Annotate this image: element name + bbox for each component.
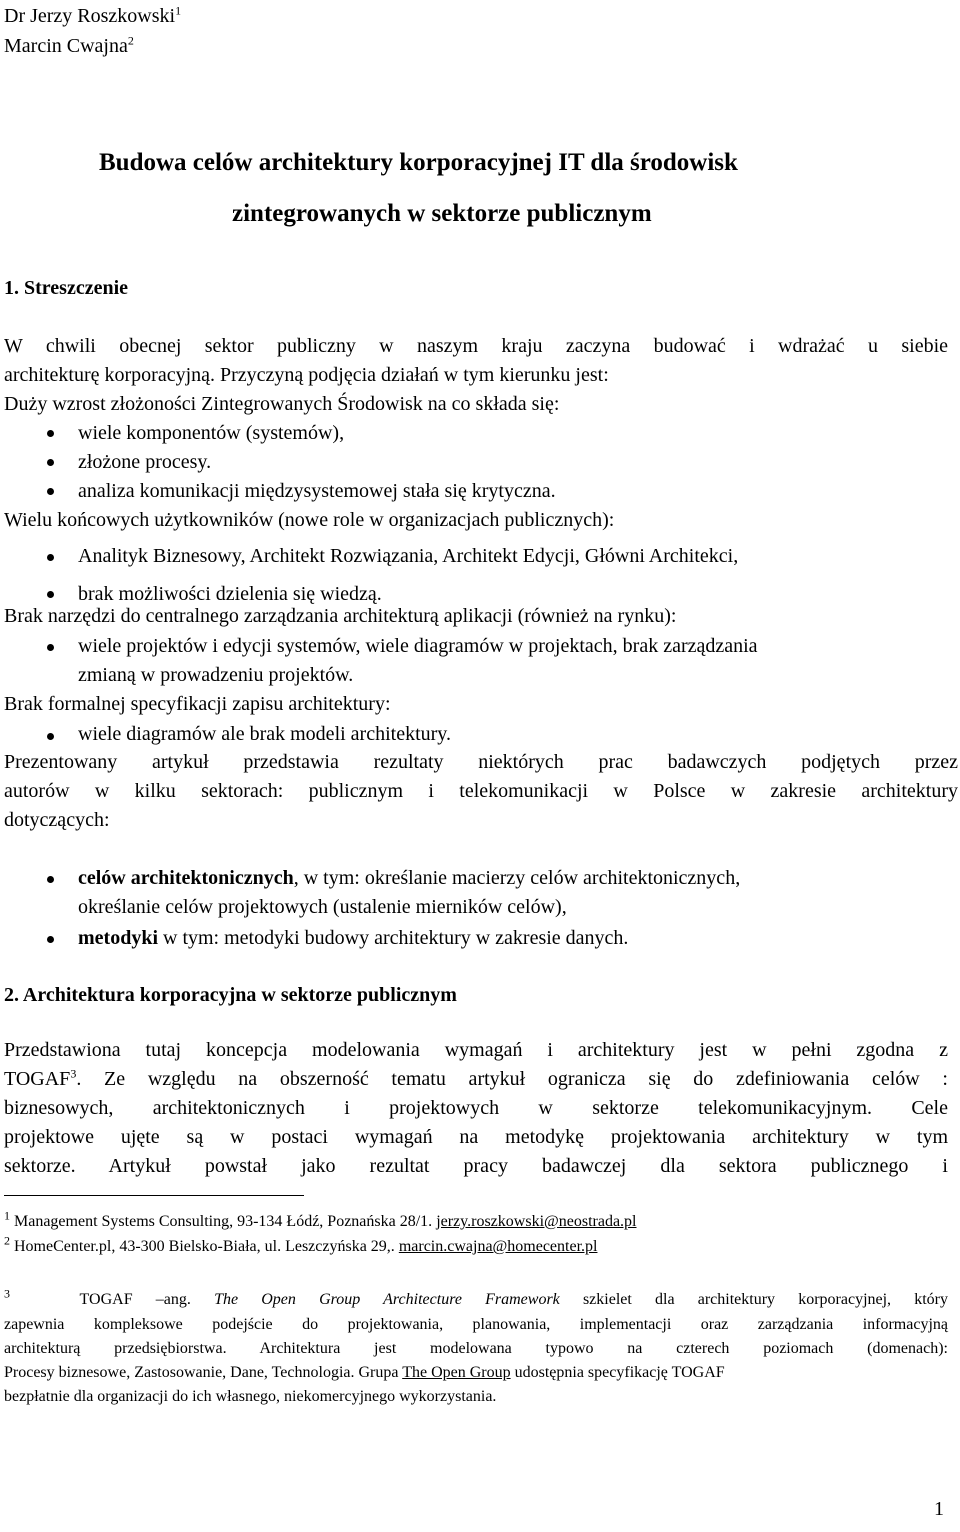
intro-line-1: W chwili obecnej sektor publiczny w naszym kraju zaczyna budować i wdrażać u siebie	[4, 335, 948, 357]
author-1-ref: 1	[175, 3, 182, 18]
reason-2: Wielu końcowych użytkowników (nowe role w organizacjach publicznych):	[4, 509, 615, 531]
goal-1-rest: , w tym: określanie macierzy celów architektonicznych,	[293, 867, 741, 889]
footnote-3-lead: TOGAF –ang.	[79, 1291, 215, 1308]
reason-1-item-2: złożone procesy.	[78, 451, 212, 473]
reason-4-item: wiele diagramów ale brak modeli architektury.	[78, 723, 451, 745]
footnote-3-line-3: architekturą przedsiębiorstwa. Architektura jest modelowana typowo na czterech poziomach (domenach):	[4, 1340, 948, 1357]
togaf-term: TOGAF	[4, 1068, 71, 1090]
footnote-3-line-5: bezpłatnie dla organizacji do ich własnego, niekomercyjnego wykorzystania.	[4, 1388, 497, 1405]
bullet-icon	[47, 488, 54, 495]
author-1-name: Dr Jerzy Roszkowski	[4, 5, 176, 27]
bullet-icon	[47, 591, 54, 598]
bullet-icon	[47, 554, 54, 561]
footnote-3-line-1	[4, 1286, 949, 1308]
goal-2-rest: w tym: metodyki budowy architektury w zakresie danych.	[158, 927, 629, 949]
reason-1-item-3: analiza komunikacji międzysystemowej stała się krytyczna.	[78, 480, 556, 502]
reason-2-item-2: brak możliwości dzielenia się wiedzą.	[78, 583, 382, 605]
reason-2-item-1: Analityk Biznesowy, Architekt Rozwiązania, Architekt Edycji, Główni Architekci,	[78, 545, 739, 567]
author-2	[4, 33, 134, 57]
section-2-line-2	[4, 1066, 948, 1090]
footnote-2	[4, 1233, 598, 1255]
goal-2	[78, 928, 628, 948]
goal-1-line-2: określanie celów projektowych (ustalenie mierników celów),	[78, 896, 567, 918]
section-2-line-5: sektorze. Artykuł powstał jako rezultat pracy badawczej dla sektora publicznego i	[4, 1155, 948, 1177]
intro-line-2: architekturę korporacyjną. Przyczyną podjęcia działań w tym kierunku jest:	[4, 364, 609, 386]
reason-1: Duży wzrost złożoności Zintegrowanych Środowisk na co składa się:	[4, 393, 560, 415]
page-number: 1	[934, 1498, 944, 1520]
footnote-3-line-4-lead: Procesy biznesowe, Zastosowanie, Dane, Technologia. Grupa	[4, 1364, 403, 1381]
reason-1-item-1: wiele komponentów (systemów),	[78, 422, 345, 444]
section-1-heading: 1. Streszczenie	[4, 277, 129, 299]
bullet-icon	[47, 644, 54, 651]
togaf-ref: 3	[70, 1066, 77, 1081]
section-2-line-3: biznesowych, architektonicznych i projektowych w sektorze telekomunikacyjnym. Cele	[4, 1097, 948, 1119]
author-2-ref: 2	[127, 33, 134, 48]
footnote-3-line-4-rest: udostępnia specyfikację TOGAF	[510, 1364, 725, 1381]
bullet-icon	[47, 876, 54, 883]
reason-4: Brak formalnej specyfikacji zapisu architektury:	[4, 693, 391, 715]
bullet-icon	[47, 936, 54, 943]
bullet-icon	[47, 459, 54, 466]
reason-3: Brak narzędzi do centralnego zarządzania architekturą aplikacji (również na rynku):	[4, 605, 677, 627]
title-line-2: zintegrowanych w sektorze publicznym	[232, 200, 652, 227]
reason-3-item-line-2: zmianą w prowadzeniu projektów.	[78, 664, 354, 686]
footnote-2-number: 2	[4, 1233, 10, 1248]
author-2-name: Marcin Cwajna	[4, 35, 128, 57]
footnote-1-email-link[interactable]: jerzy.roszkowski@neostrada.pl	[436, 1213, 637, 1230]
author-1	[4, 3, 182, 27]
section-2-line-1: Przedstawiona tutaj koncepcja modelowania wymagań i architektury jest w pełni zgodna z	[4, 1039, 948, 1061]
goal-1-bold: celów architektonicznych	[78, 867, 294, 889]
goal-2-bold: metodyki	[78, 927, 158, 949]
footnote-2-text: HomeCenter.pl, 43-300 Bielsko-Biała, ul. Leszczyńska 29,.	[10, 1238, 399, 1255]
summary-line-1: Prezentowany artykuł przedstawia rezultaty niektórych prac badawczych podjętych przez	[4, 751, 958, 773]
goal-1	[78, 868, 740, 888]
section-2-line-4: projektowe ujęte są w postaci wymagań na metodykę projektowania architektury w tym	[4, 1126, 948, 1148]
footnote-3-line-4	[4, 1365, 725, 1381]
open-group-link[interactable]: The Open Group	[402, 1364, 511, 1381]
footnote-1	[4, 1208, 637, 1230]
footnote-1-number: 1	[4, 1208, 10, 1223]
bullet-icon	[47, 430, 54, 437]
title-line-1: Budowa celów architektury korporacyjnej IT dla środowisk	[99, 149, 738, 176]
bullet-icon	[47, 733, 54, 740]
summary-line-2: autorów w kilku sektorach: publicznym i telekomunikacji w Polsce w zakresie architektury	[4, 780, 958, 802]
footnote-3-italic: The Open Group Architecture Framework	[214, 1291, 560, 1308]
reason-3-item-line-1: wiele projektów i edycji systemów, wiele diagramów w projektach, brak zarządzania	[78, 635, 758, 657]
footnote-3-line-1-rest: szkielet dla architektury korporacyjnej, który	[559, 1291, 949, 1308]
footnote-separator	[4, 1195, 304, 1196]
footnote-3-number: 3	[4, 1286, 10, 1301]
footnote-2-email-link[interactable]: marcin.cwajna@homecenter.pl	[398, 1238, 598, 1255]
section-2-line-2-rest: . Ze względu na obszerność tematu artykuł ogranicza się do zdefiniowania celów :	[76, 1068, 948, 1090]
footnote-3-line-2: zapewnia kompleksowe podejście do projektowania, planowania, implementacji oraz zarządzania informacyjną	[4, 1316, 948, 1333]
section-2-heading: 2. Architektura korporacyjna w sektorze publicznym	[4, 984, 457, 1006]
summary-line-3: dotyczących:	[4, 809, 110, 831]
footnote-1-text: Management Systems Consulting, 93-134 Łódź, Poznańska 28/1.	[10, 1213, 437, 1230]
